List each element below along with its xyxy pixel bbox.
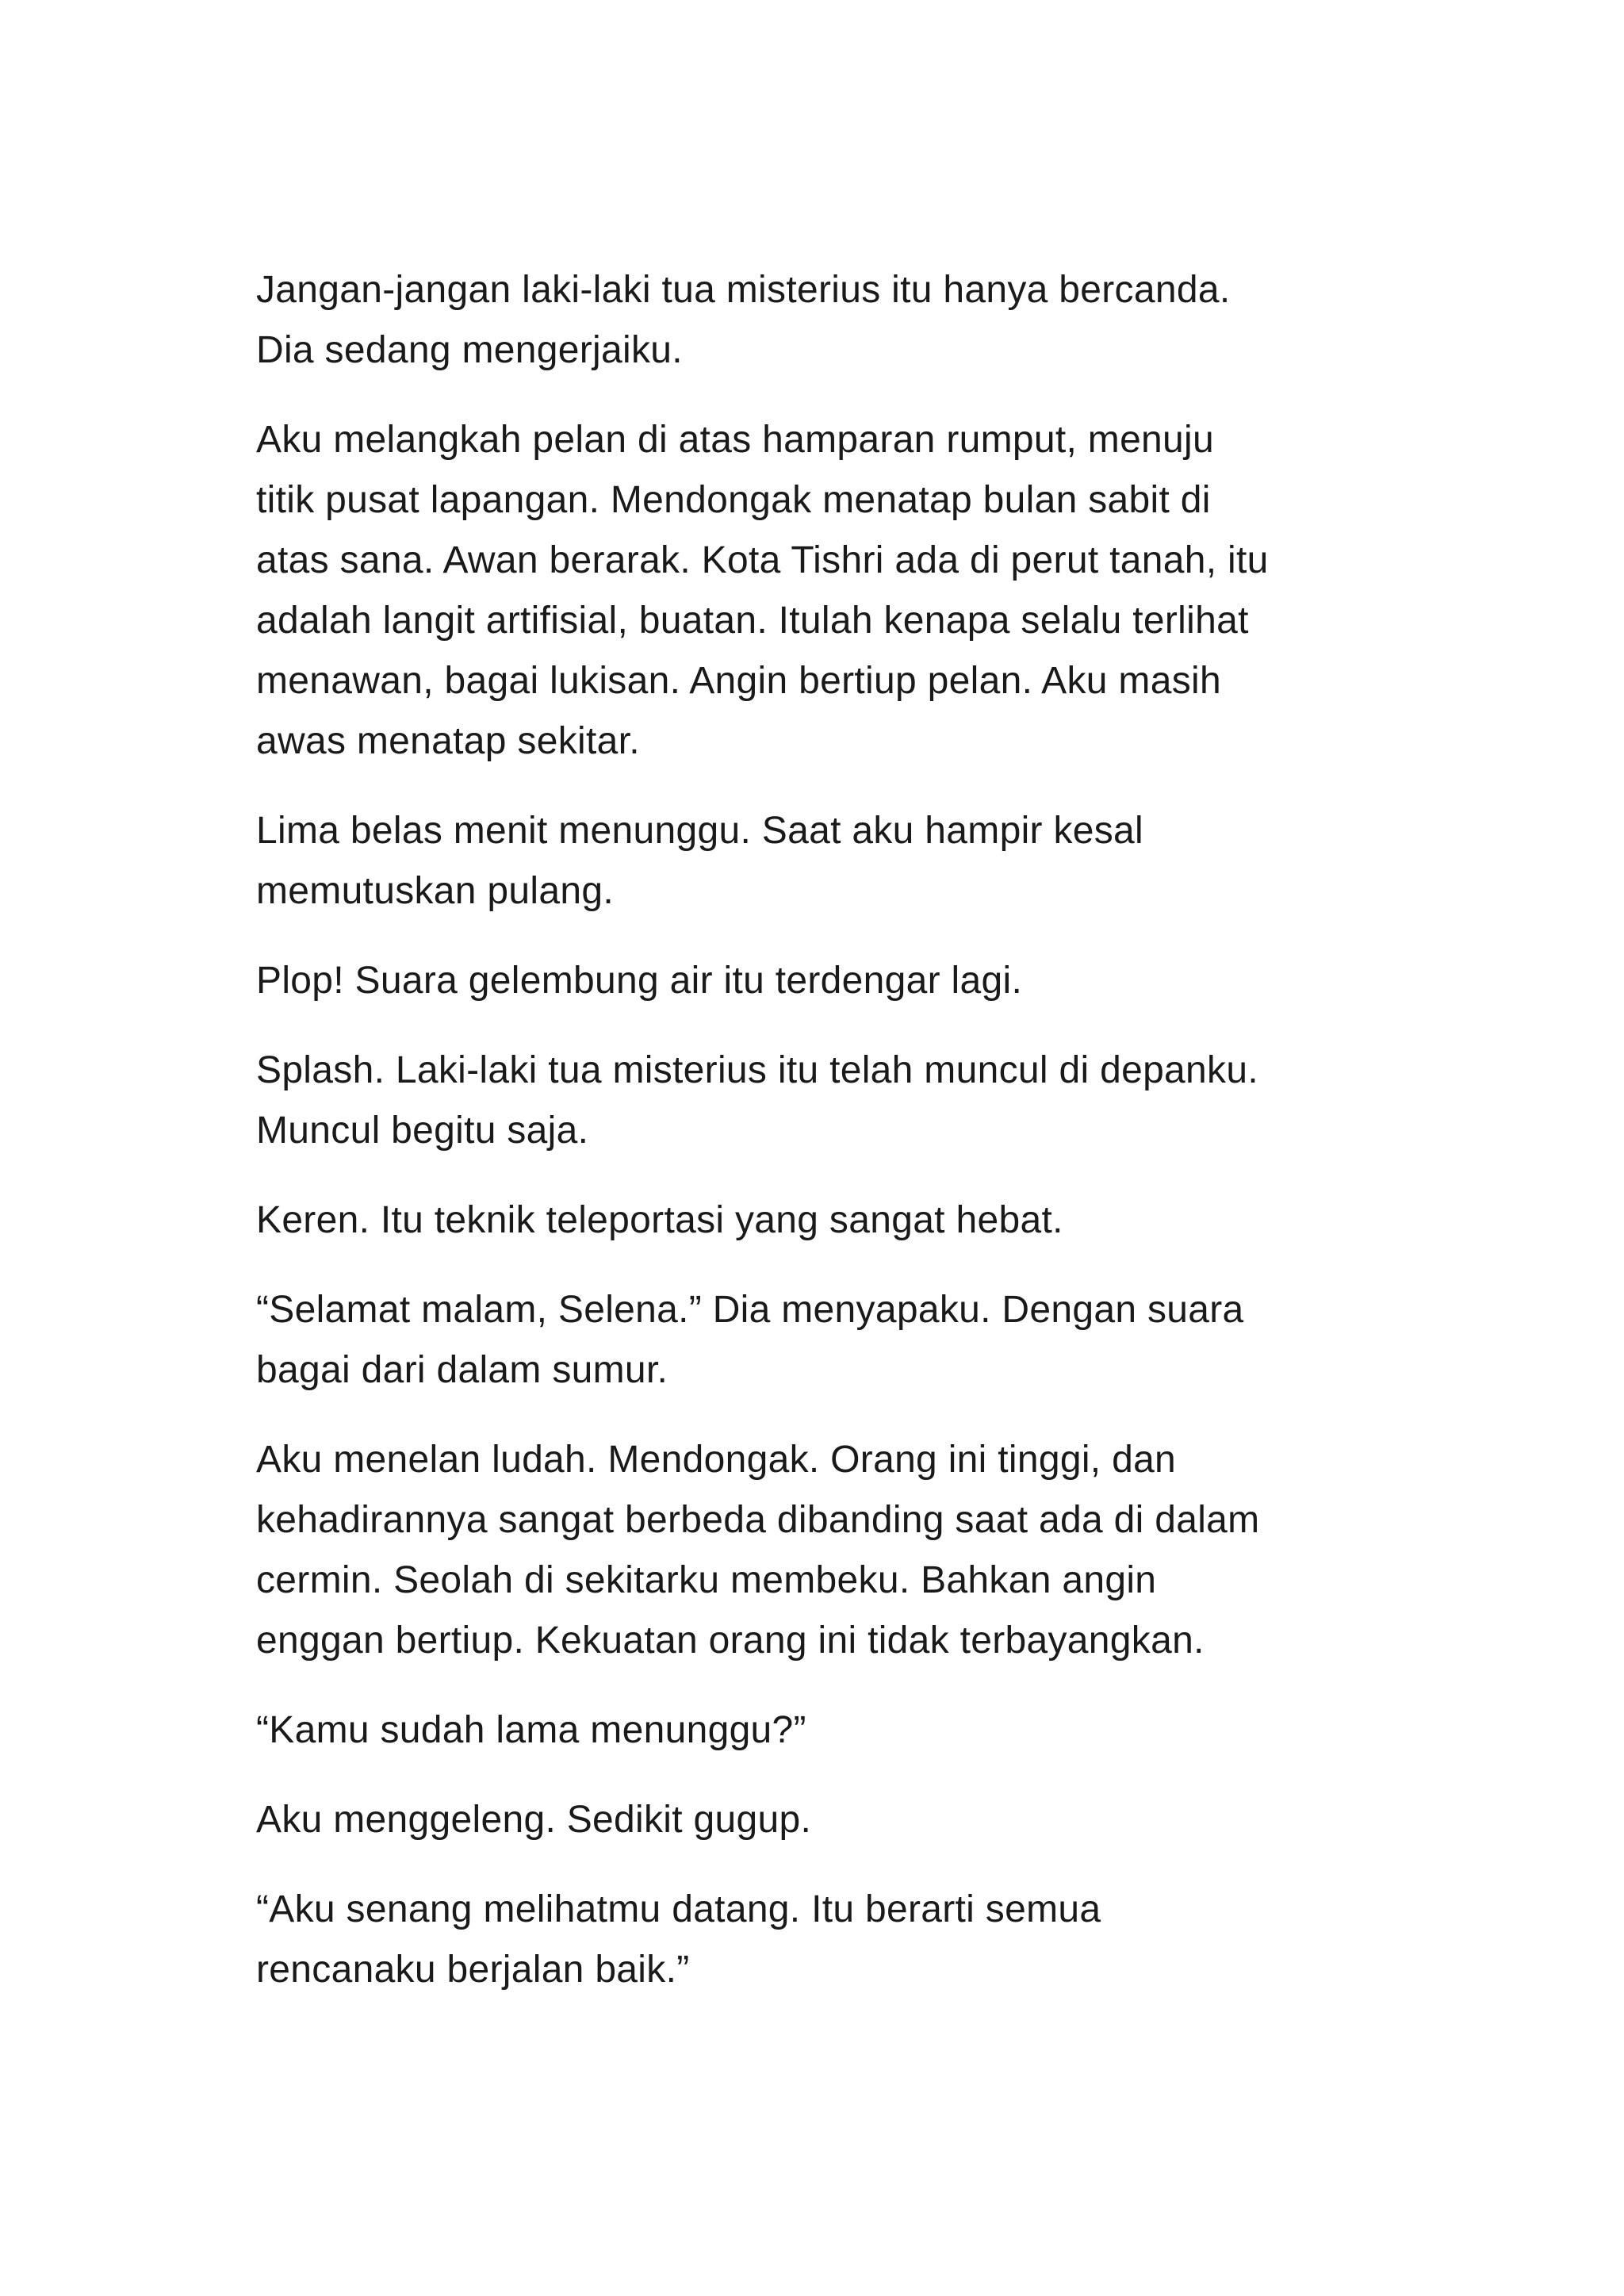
text-line: memutuskan pulang. [256, 870, 614, 912]
paragraph [256, 1700, 1382, 1761]
text-line: Jangan-jangan laki-laki tua misterius itu hanya bercanda. [256, 269, 1231, 311]
paragraph [256, 410, 1382, 772]
text-line: enggan bertiup. Kekuatan orang ini tidak terbayangkan. [256, 1619, 1205, 1662]
text-line: Dia sedang mengerjaiku. [256, 329, 683, 371]
paragraph [256, 1280, 1382, 1401]
text-line: “Selamat malam, Selena.” Dia menyapaku. Dengan suara [256, 1289, 1244, 1331]
paragraph [256, 951, 1382, 1011]
text-line: adalah langit artifisial, buatan. Itulah kenapa selalu terlihat [256, 600, 1249, 642]
text-line: Plop! Suara gelembung air itu terdengar lagi. [256, 960, 1023, 1002]
text-line: “Kamu sudah lama menunggu?” [256, 1709, 806, 1751]
text-line: menawan, bagai lukisan. Angin bertiup pelan. Aku masih [256, 660, 1221, 702]
text-line: Aku menggeleng. Sedikit gugup. [256, 1799, 812, 1841]
paragraph [256, 260, 1382, 381]
text-line: Lima belas menit menunggu. Saat aku hampir kesal [256, 810, 1144, 852]
paragraph [256, 1790, 1382, 1850]
body-text [256, 260, 1382, 2030]
text-line: kehadirannya sangat berbeda dibanding saat ada di dalam [256, 1499, 1260, 1541]
text-line: Muncul begitu saja. [256, 1110, 589, 1152]
text-line: awas menatap sekitar. [256, 720, 640, 762]
paragraph [256, 1880, 1382, 2000]
text-line: Splash. Laki-laki tua misterius itu telah muncul di depanku. [256, 1049, 1258, 1091]
text-line: “Aku senang melihatmu datang. Itu berarti semua [256, 1888, 1101, 1930]
text-line: rencanaku berjalan baik.” [256, 1949, 690, 1991]
paragraph [256, 1430, 1382, 1671]
paragraph [256, 801, 1382, 922]
text-line: titik pusat lapangan. Mendongak menatap bulan sabit di [256, 479, 1211, 521]
paragraph [256, 1041, 1382, 1161]
paragraph [256, 1190, 1382, 1251]
text-line: Aku menelan ludah. Mendongak. Orang ini tinggi, dan [256, 1439, 1177, 1481]
text-line: atas sana. Awan berarak. Kota Tishri ada di perut tanah, itu [256, 539, 1269, 581]
text-line: Aku melangkah pelan di atas hamparan rumput, menuju [256, 419, 1215, 461]
text-line: Keren. Itu teknik teleportasi yang sangat hebat. [256, 1199, 1063, 1241]
text-line: cermin. Seolah di sekitarku membeku. Bahkan angin [256, 1559, 1157, 1601]
text-line: bagai dari dalam sumur. [256, 1349, 668, 1391]
